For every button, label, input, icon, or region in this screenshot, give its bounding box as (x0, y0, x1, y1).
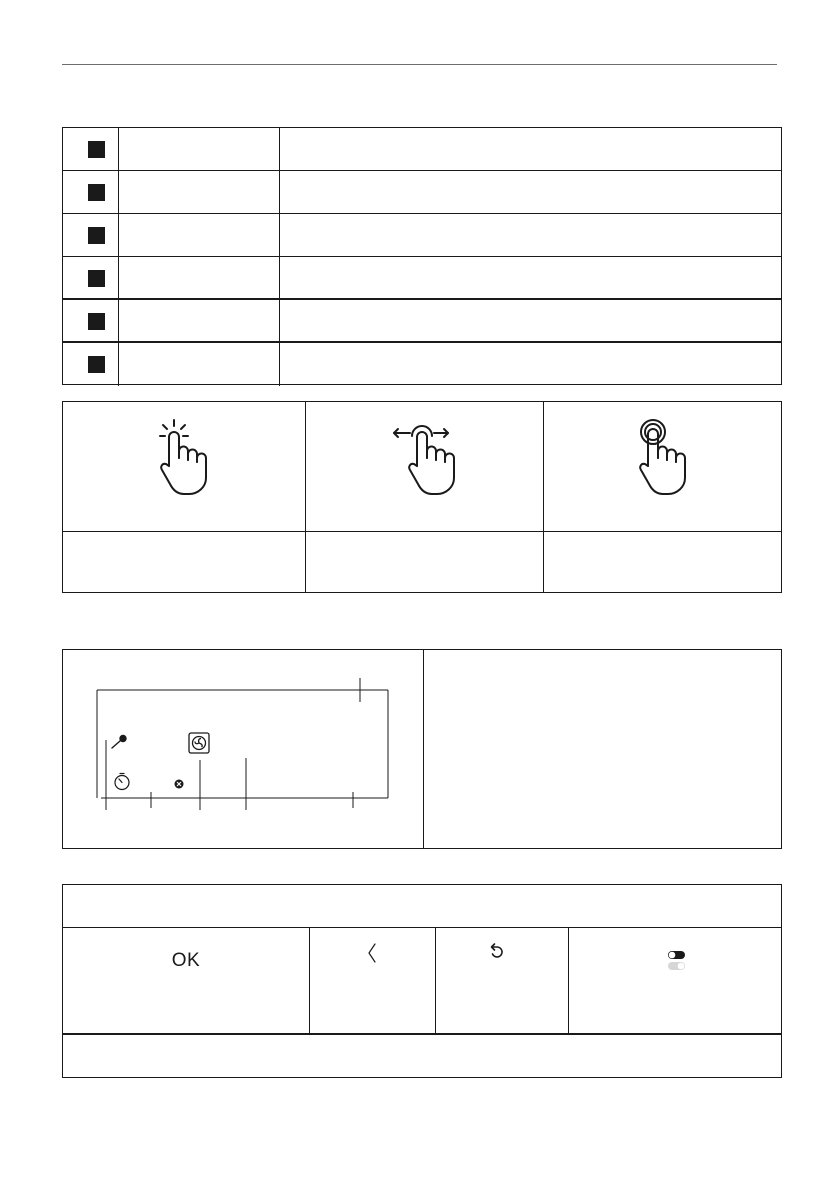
key-name (119, 214, 280, 256)
press-hold-hand-icon (637, 418, 693, 496)
table-row (63, 343, 781, 386)
chevron-left-icon[interactable] (366, 942, 378, 964)
display-description (425, 650, 781, 848)
ok-button-cell (63, 928, 309, 1033)
undo-button-cell (435, 928, 568, 1033)
table-row (63, 214, 781, 257)
black-key-marker (88, 313, 105, 330)
buttons-table-footer (63, 1037, 781, 1077)
gesture-divider (63, 531, 781, 532)
gesture-tap (63, 402, 305, 592)
key-name (119, 257, 280, 298)
buttons-table-header (63, 885, 781, 928)
display-diagram (63, 650, 424, 848)
ok-button[interactable]: OK (171, 950, 201, 971)
table-row (63, 128, 781, 171)
key-name (119, 343, 280, 386)
food-sensor-icon (110, 734, 130, 750)
tap-hand-icon (158, 418, 210, 496)
black-key-marker (88, 184, 105, 201)
top-divider (62, 64, 777, 65)
swipe-hand-icon (390, 418, 462, 496)
key-name (119, 300, 280, 341)
cancel-dot-icon (174, 779, 184, 789)
toggle-button-cell (568, 928, 781, 1033)
gesture-table (62, 401, 782, 593)
black-key-marker (88, 141, 105, 158)
undo-arrow-icon[interactable] (487, 942, 507, 962)
timer-icon (113, 772, 131, 791)
table-row (63, 300, 781, 343)
black-key-marker (88, 227, 105, 244)
display-table (62, 649, 782, 849)
toggle-switch-icon[interactable] (667, 950, 687, 972)
black-key-marker (88, 270, 105, 287)
table-row (63, 171, 781, 214)
fan-function-icon (188, 732, 210, 754)
key-name (119, 128, 280, 170)
gesture-swipe (305, 402, 543, 592)
table-row (63, 257, 781, 300)
gesture-hold (543, 402, 781, 592)
buttons-table (62, 884, 782, 1078)
black-key-marker (88, 356, 105, 373)
back-button-cell (309, 928, 435, 1033)
key-table (62, 127, 782, 385)
key-name (119, 171, 280, 213)
buttons-row (63, 928, 781, 1035)
